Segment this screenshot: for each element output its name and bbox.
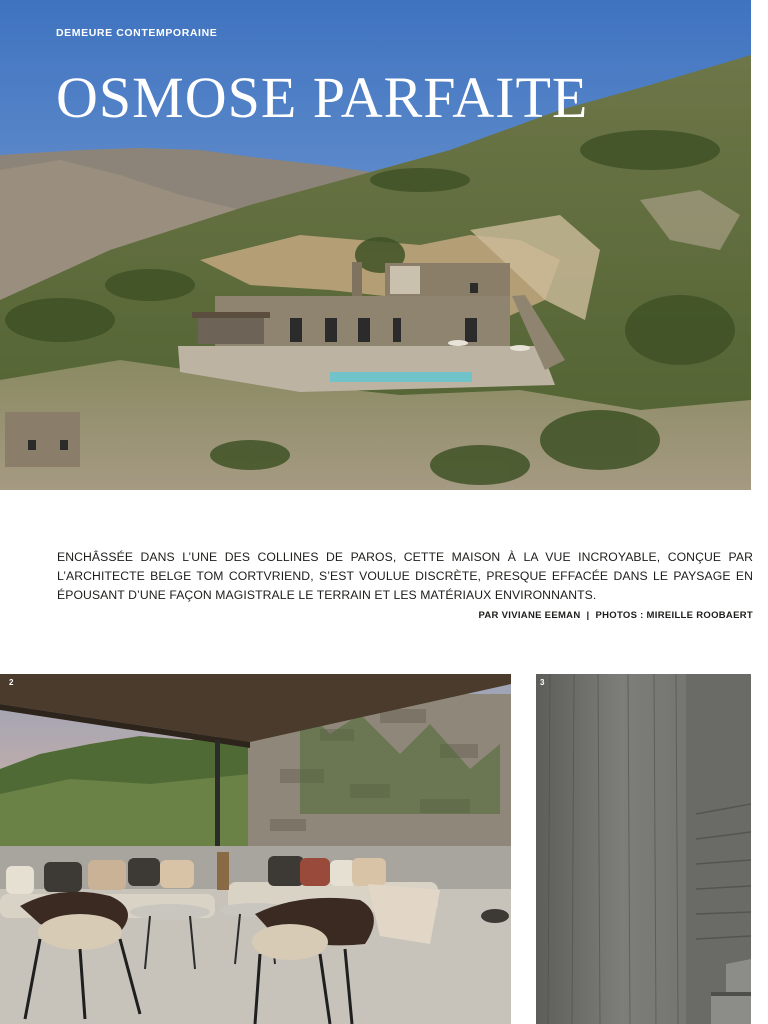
hero-photo	[0, 0, 751, 490]
terrace-illustration	[0, 674, 511, 1024]
concrete-illustration	[536, 674, 751, 1024]
article-headline: OSMOSE PARFAITE	[56, 65, 589, 130]
photo-terrace	[0, 674, 511, 1024]
byline-author: PAR VIVIANE EEMAN	[478, 610, 581, 621]
photo-number-2: 2	[9, 678, 14, 687]
photo-concrete	[536, 674, 751, 1024]
article-standfirst	[57, 548, 753, 625]
byline-photos: PHOTOS : MIREILLE ROOBAERT	[595, 610, 753, 621]
byline	[478, 606, 753, 625]
standfirst-text: ENCHÂSSÉE DANS L’UNE DES COLLINES DE PAROS, CETTE MAISON À LA VUE INCROYABLE, CONÇUE PAR L’ARCHITECTE BELGE TOM CORTVRIEND, S’EST VOULUE DISCRÈTE, PRESQUE EFFACÉE DANS LE PAYSAGE EN ÉPOUSANT D’UNE FAÇON MAGISTRALE LE TERRAIN ET LES MATÉRIAUX ENVIRONNANTS.	[57, 550, 753, 602]
photo-number-3: 3	[540, 678, 545, 687]
byline-separator: |	[586, 610, 590, 621]
article-kicker: DEMEURE CONTEMPORAINE	[56, 27, 218, 39]
